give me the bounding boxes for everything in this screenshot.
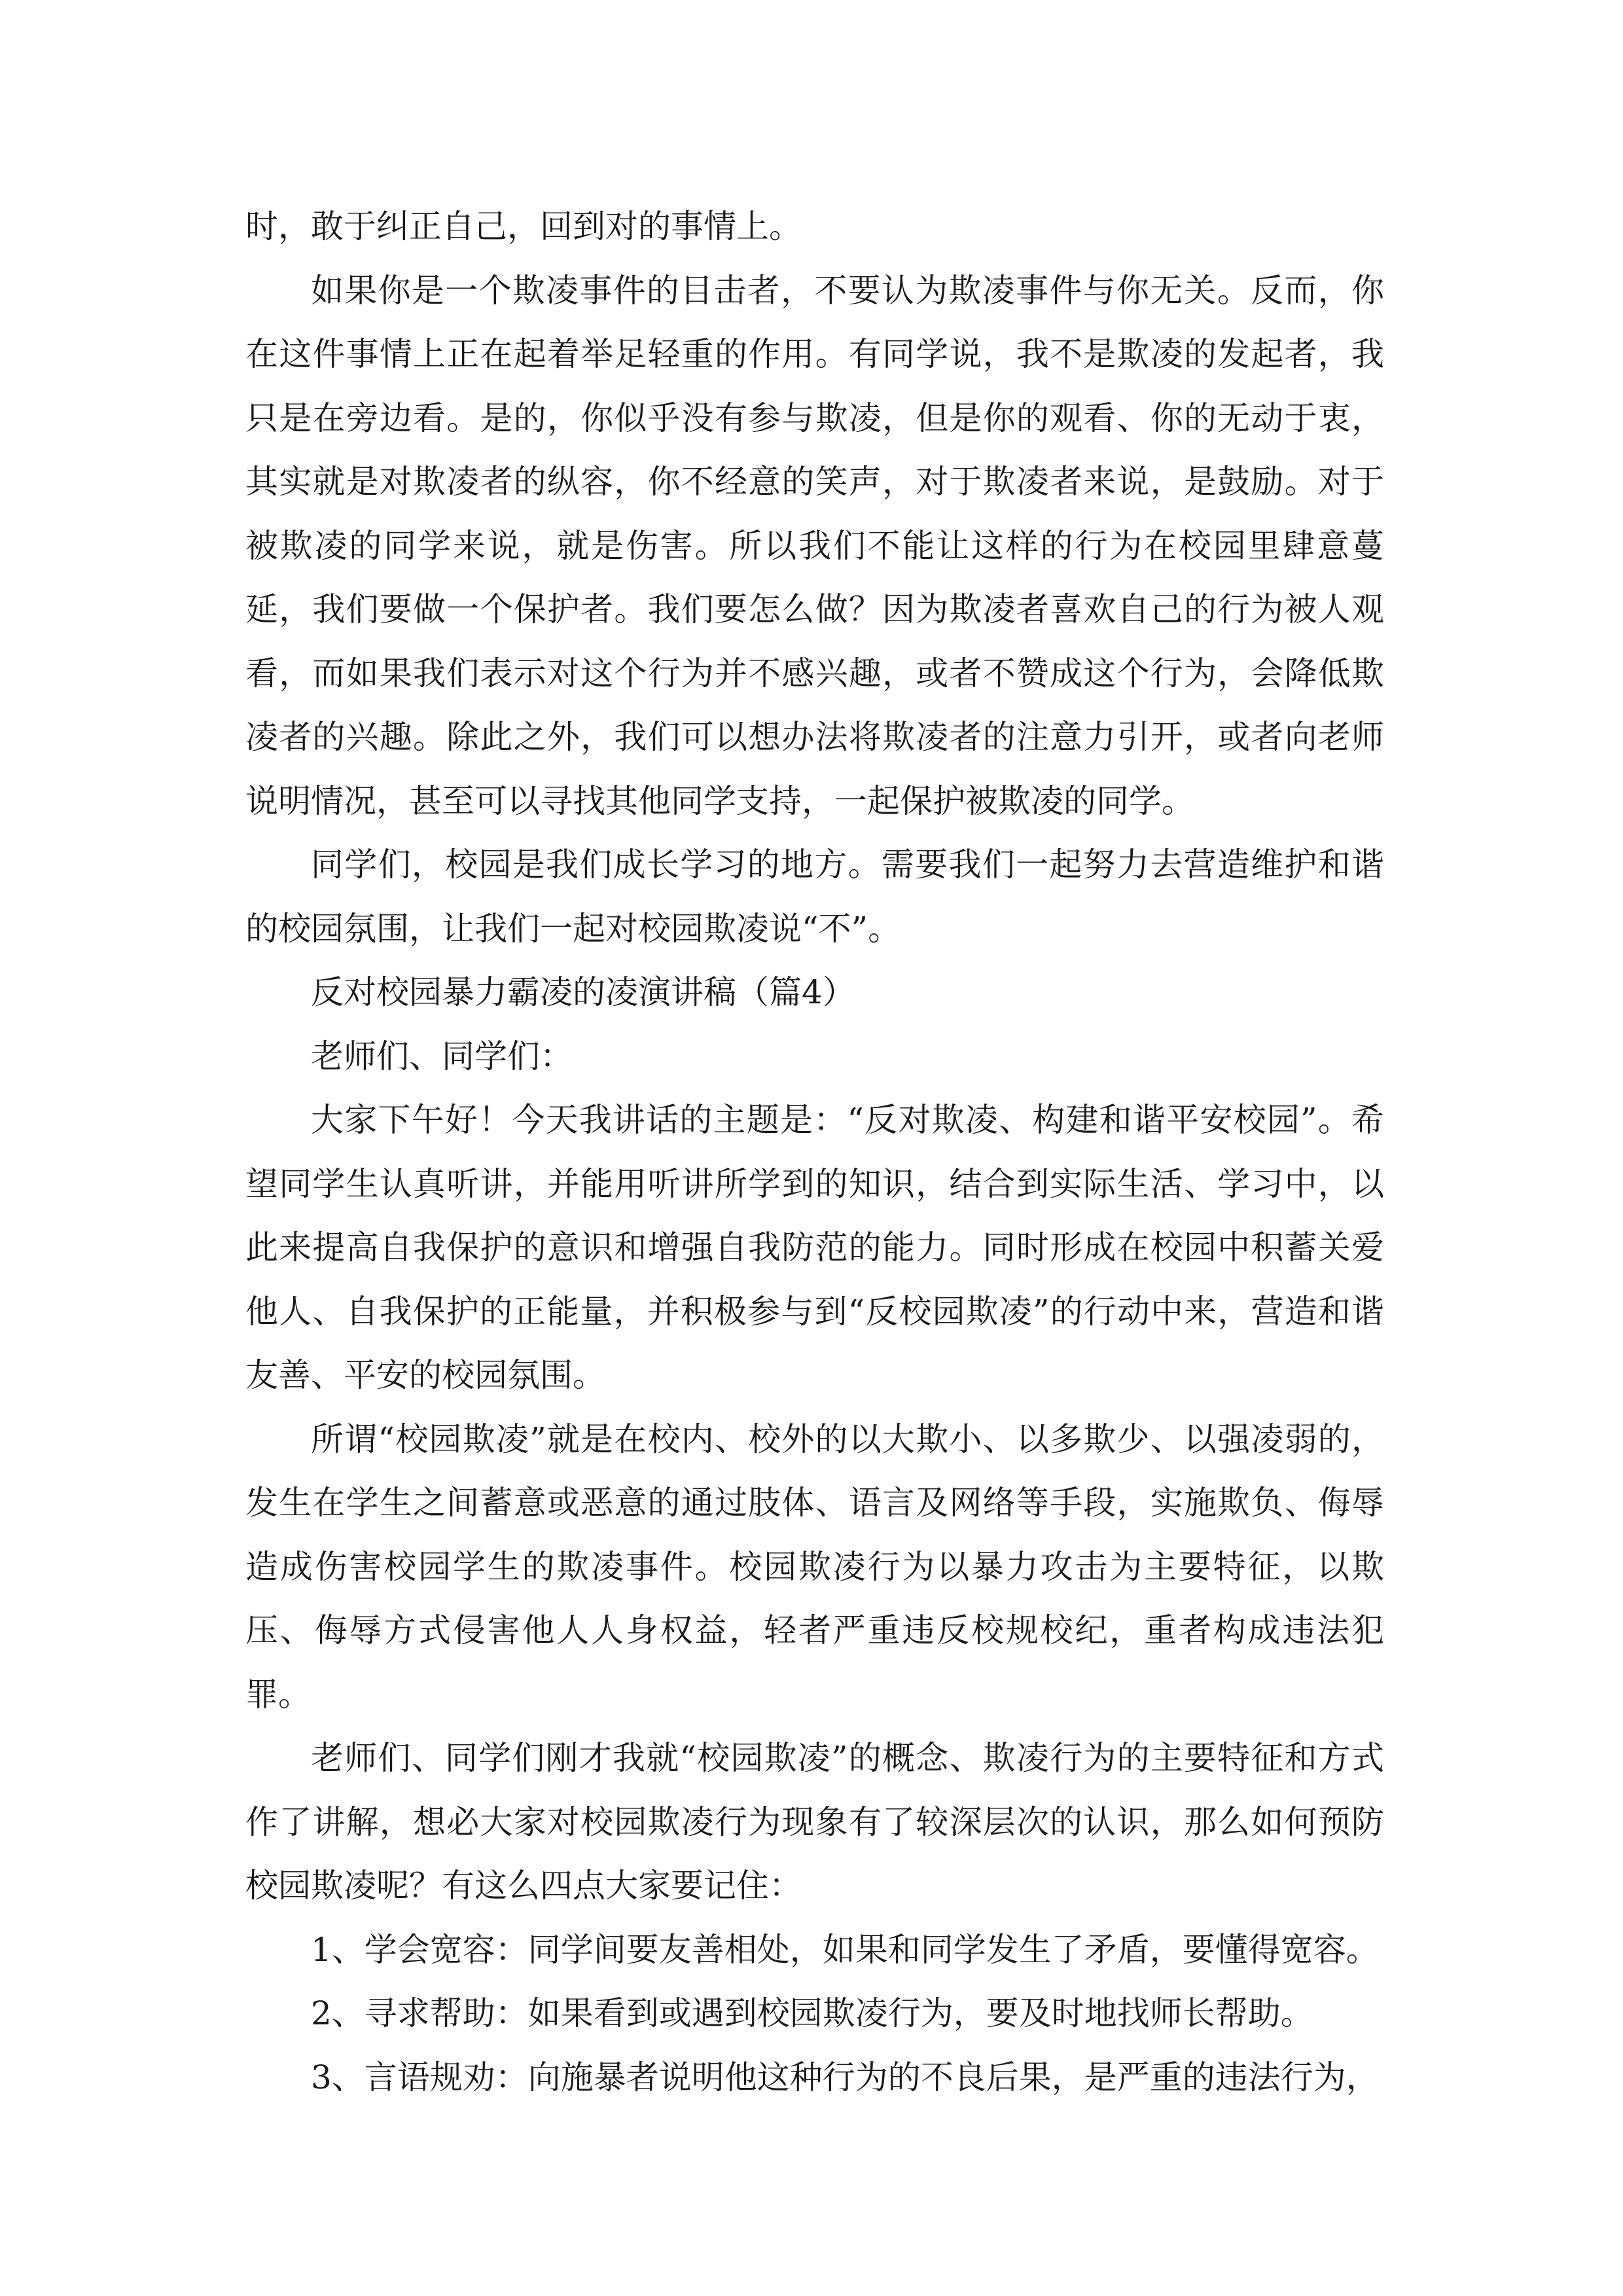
paragraph-greeting: 大家下午好！今天我讲话的主题是：“反对欺凌、构建和谐平安校园”。希望同学生认真听讲，并能用听讲所学到的知识，结合到实际生活、学习中，以此来提高自我保护的意识和增强自我防范的能力。同时形成在校园中积蓄关爱他人、自我保护的正能量，并积极参与到“反校园欺凌”的行动中来，营造和谐友善、平安的校园氛围。 — [245, 1101, 1384, 1394]
list-item-2: 2、寻求帮助：如果看到或遇到校园欺凌行为，要及时地找师长帮助。 — [311, 1994, 1313, 2032]
list-item-1: 1、学会宽容：同学间要友善相处，如果和同学发生了矛盾，要懂得宽容。 — [311, 1930, 1379, 1969]
paragraph-prevention-intro: 老师们、同学们刚才我就“校园欺凌”的概念、欺凌行为的主要特征和方式作了讲解，想必大家对校园欺凌行为现象有了较深层次的认识，那么如何预防校园欺凌呢？有这么四点大家要记住： — [245, 1739, 1384, 1905]
document-body — [245, 195, 1384, 2109]
paragraph-closing: 同学们，校园是我们成长学习的地方。需要我们一起努力去营造维护和谐的校园氛围，让我们一起对校园欺凌说“不”。 — [245, 846, 1384, 948]
paragraph-continuation: 时，敢于纠正自己，回到对的事情上。 — [245, 207, 802, 245]
speech-salutation: 老师们、同学们： — [311, 1037, 573, 1075]
speech-title: 反对校园暴力霸凌的凌演讲稿（篇4） — [311, 973, 855, 1011]
paragraph-bystander: 如果你是一个欺凌事件的目击者，不要认为欺凌事件与你无关。反而，你在这件事情上正在起着举足轻重的作用。有同学说，我不是欺凌的发起者，我只是在旁边看。是的，你似乎没有参与欺凌，但是你的观看、你的无动于衷，其实就是对欺凌者的纵容，你不经意的笑声，对于欺凌者来说，是鼓励。对于被欺凌的同学来说，就是伤害。所以我们不能让这样的行为在校园里肆意蔓延，我们要做一个保护者。我们要怎么做？因为欺凌者喜欢自己的行为被人观看，而如果我们表示对这个行为并不感兴趣，或者不赞成这个行为，会降低欺凌者的兴趣。除此之外，我们可以想办法将欺凌者的注意力引开，或者向老师说明情况，甚至可以寻找其他同学支持，一起保护被欺凌的同学。 — [245, 271, 1384, 820]
paragraph-definition: 所谓“校园欺凌”就是在校内、校外的以大欺小、以多欺少、以强凌弱的，发生在学生之间蓄意或恶意的通过肢体、语言及网络等手段，实施欺负、侮辱造成伤害校园学生的欺凌事件。校园欺凌行为以暴力攻击为主要特征，以欺压、侮辱方式侵害他人人身权益，轻者严重违反校规校纪，重者构成违法犯罪。 — [245, 1420, 1384, 1713]
list-item-3: 3、言语规劝：向施暴者说明他这种行为的不良后果，是严重的违法行为， — [311, 2058, 1379, 2096]
